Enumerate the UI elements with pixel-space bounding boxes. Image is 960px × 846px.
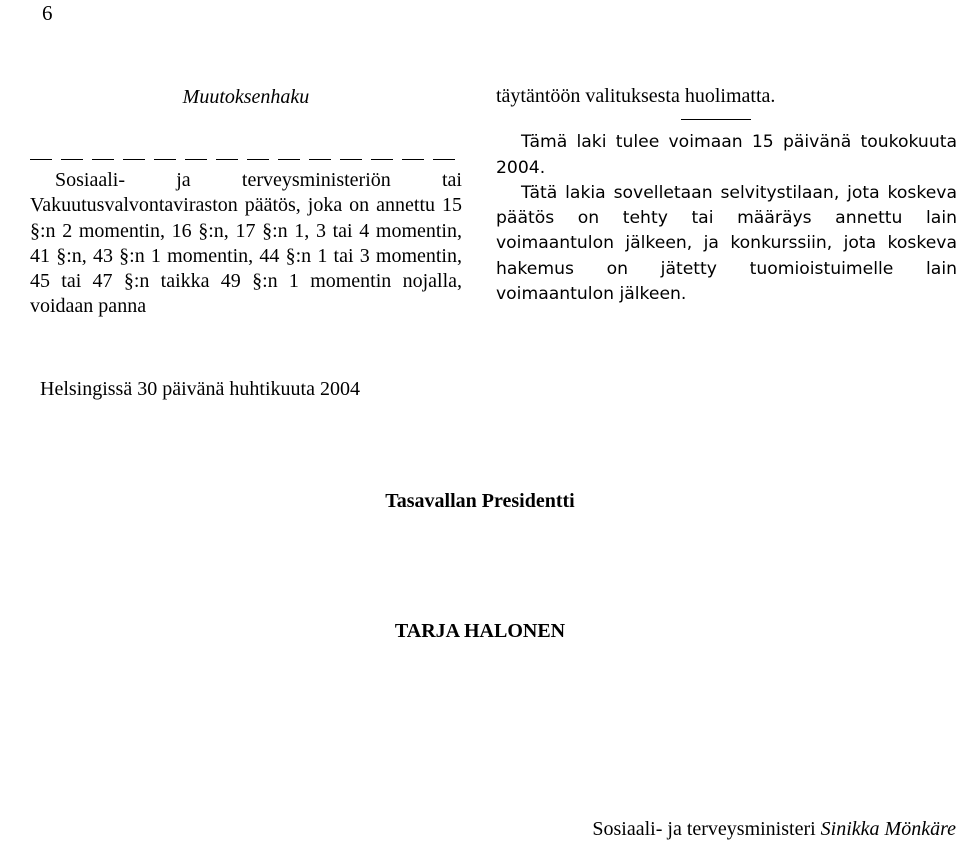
place-and-date: Helsingissä 30 päivänä huhtikuuta 2004: [40, 378, 360, 400]
president-name: TARJA HALONEN: [394, 620, 566, 642]
application-paragraph: Tätä lakia sovelletaan selvitystilaan, jota koskeva päätös on tehty tai määräys annettu lain voimaantulon jälkeen, ja konkurssiin, jota koskeva hakemus on jätetty tuomioistuimelle lain voimaantulon jälkeen.: [496, 182, 957, 305]
continuation-text: täytäntöön valituksesta huolimatta.: [496, 85, 776, 107]
page-number: 6: [42, 1, 53, 25]
short-separator-line: [681, 119, 751, 120]
president-title: Tasavallan Presidentti: [385, 490, 575, 512]
right-column: [496, 84, 957, 307]
minister-name: Sinikka Mönkäre: [820, 818, 956, 840]
section-heading: Muutoksenhaku: [182, 86, 310, 108]
dashed-line: [30, 159, 462, 160]
countersignature: [592, 816, 956, 842]
entry-into-force-paragraph: Tämä laki tulee voimaan 15 päivänä toukokuuta 2004.: [496, 132, 957, 178]
minister-title: Sosiaali- ja terveysministeri: [592, 818, 816, 840]
dashed-separator: [30, 110, 462, 140]
appeal-paragraph: Sosiaali- ja terveysministeriön tai Vakuutusvalvontaviraston päätös, joka on annettu 15 §:n 2 momentin, 16 §:n, 17 §:n 1, 3 tai 4 momentin, 41 §:n, 43 §:n 1 momentin, 44 §:n 1 tai 3 momentin, 45 tai 47 §:n taikka 49 §:n 1 momentin nojalla, voidaan panna: [30, 169, 462, 318]
left-column: [30, 84, 462, 320]
